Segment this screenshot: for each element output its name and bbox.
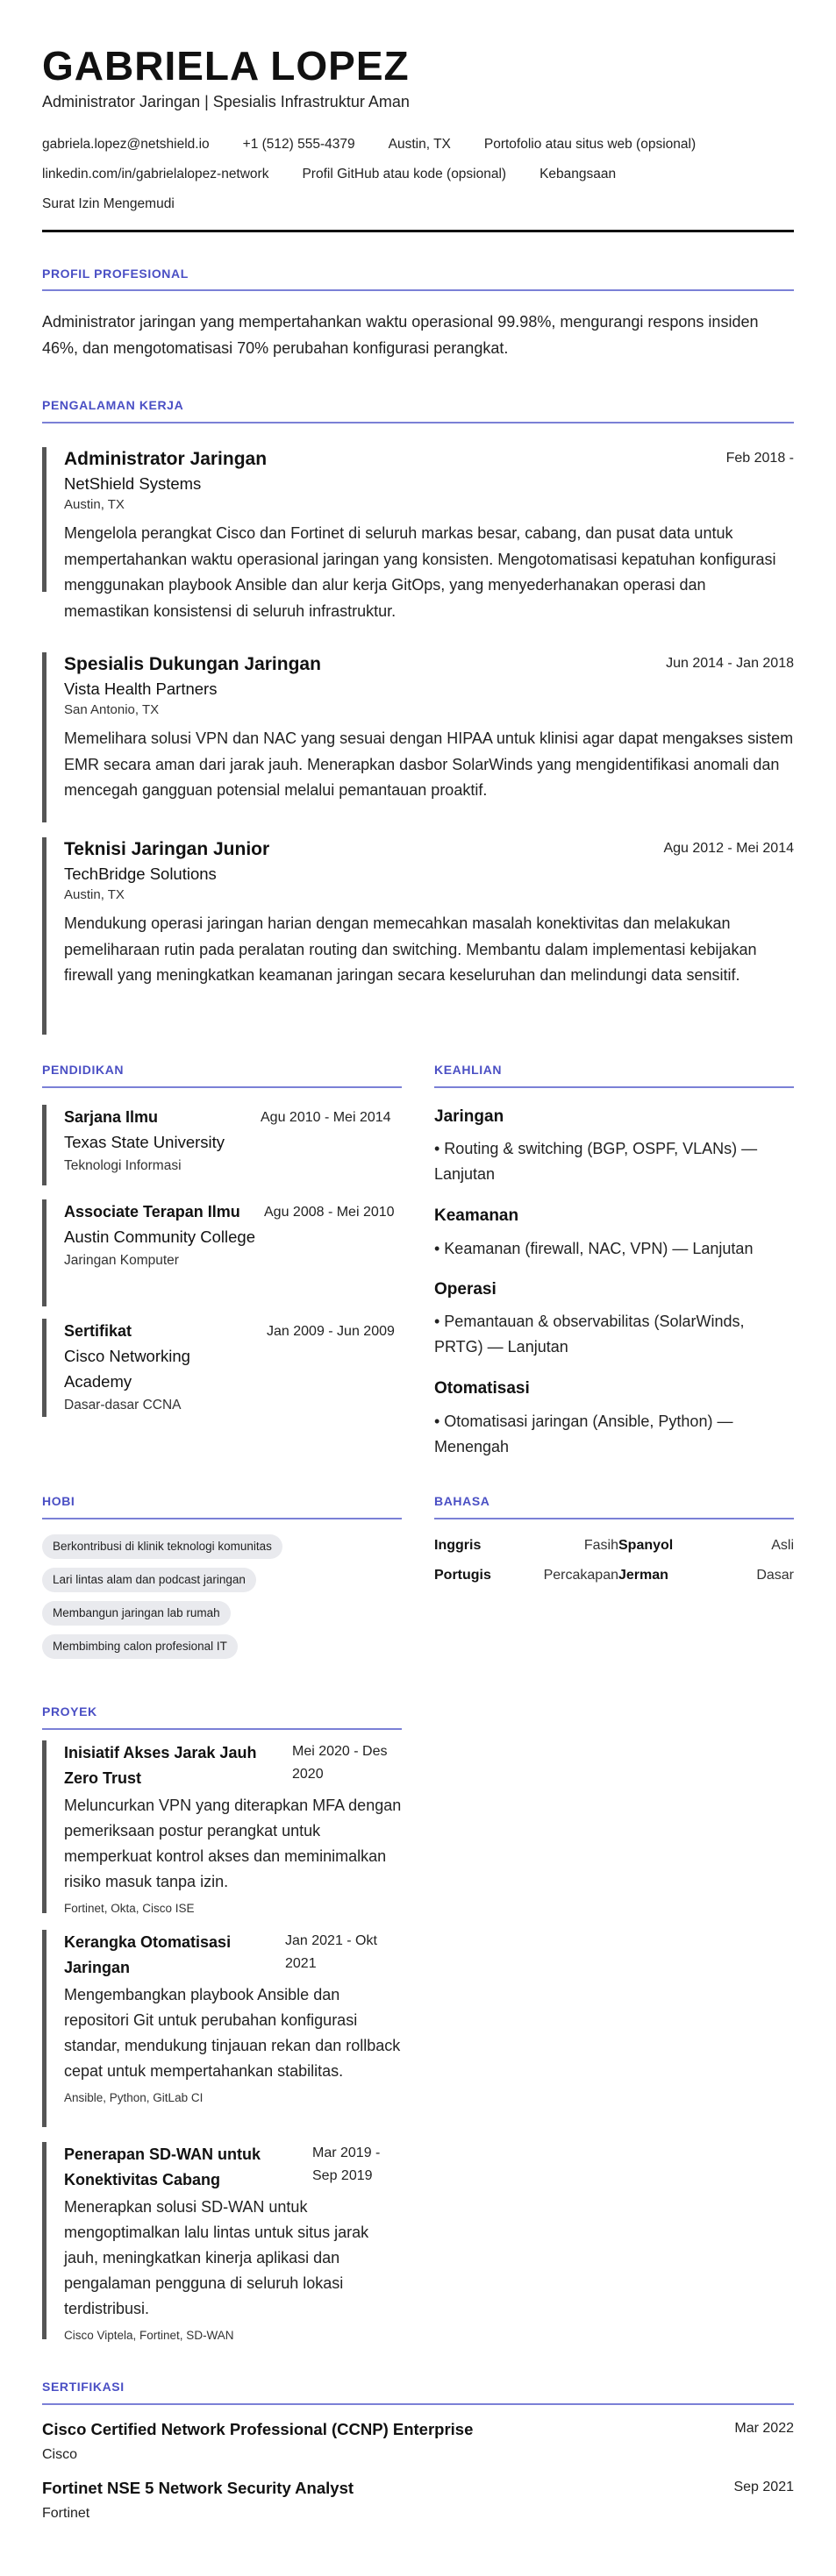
experience-item [42,652,794,822]
job-date: Agu 2012 - Mei 2014 [663,841,794,856]
section-rule [42,1728,402,1730]
project-item [42,1740,402,1913]
section-rule [42,1086,402,1088]
contact-nationality: Kebangsaan [539,167,617,181]
experience-item [42,837,794,1035]
language-level: Percakapan [543,1568,618,1583]
section-title-projects: PROYEK [42,1704,97,1719]
job-description: Memelihara solusi VPN dan NAC yang sesuai dengan HIPAA untuk klinisi agar dapat mengakses sistem EMR secara aman dari jarak jauh. Menerapkan dasbor SolarWinds yang mengidentifikasi anomali dan mencegah gangguan potensial melalui pemantauan proaktif. [64,729,794,799]
skill-category: Operasi [434,1280,497,1299]
education-date: Jan 2009 - Jun 2009 [267,1324,395,1339]
certification-issuer: Cisco [42,2447,78,2462]
education-date: Agu 2008 - Mei 2010 [264,1205,395,1220]
contact-location: Austin, TX [388,137,451,152]
job-date: Jun 2014 - Jan 2018 [666,656,794,671]
hobby-tag: Lari lintas alam dan podcast jaringan [42,1568,256,1592]
language-level: Asli [771,1538,794,1553]
education-field: Dasar-dasar CCNA [64,1398,182,1413]
section-title-certifications: SERTIFIKASI [42,2380,125,2394]
job-company: TechBridge Solutions [64,865,217,883]
section-title-education: PENDIDIKAN [42,1063,125,1077]
section-rule [42,1518,402,1519]
education-item [42,1105,402,1185]
language-level: Dasar [756,1568,794,1583]
education-item [42,1319,402,1417]
job-company: Vista Health Partners [64,680,218,698]
section-title-languages: BAHASA [434,1494,490,1508]
section-rule [434,1518,794,1519]
project-date: Mar 2019 - Sep 2019 [312,2145,381,2183]
candidate-headline: Administrator Jaringan | Spesialis Infrastruktur Aman [42,93,410,110]
project-date: Mei 2020 - Des 2020 [292,1744,388,1782]
section-title-skills: KEAHLIAN [434,1063,503,1077]
project-title: Inisiatif Akses Jarak Jauh Zero Trust [64,1744,257,1787]
language-name: Inggris [434,1538,482,1553]
language-name: Portugis [434,1568,491,1583]
skill-item: • Routing & switching (BGP, OSPF, VLANs) — Lanjutan [434,1140,758,1183]
hobby-tag: Membimbing calon profesional IT [42,1634,238,1659]
certification-date: Sep 2021 [733,2480,794,2494]
skill-category: Otomatisasi [434,1379,530,1398]
job-location: Austin, TX [64,887,125,902]
education-date: Agu 2010 - Mei 2014 [261,1110,391,1125]
section-rule [434,1086,794,1088]
contact-portfolio[interactable]: Portofolio atau situs web (opsional) [483,137,697,152]
education-degree: Sarjana Ilmu [64,1108,159,1126]
job-title: Teknisi Jaringan Junior [64,839,270,859]
contact-driving-license: Surat Izin Mengemudi [42,196,175,211]
education-school: Austin Community College [64,1228,255,1246]
section-rule [42,422,794,423]
section-rule [42,289,794,291]
language-name: Spanyol [618,1538,674,1553]
skill-item: • Keamanan (firewall, NAC, VPN) — Lanjutan [434,1240,754,1257]
certification-name: Cisco Certified Network Professional (CCNP) Enterprise [42,2420,474,2438]
skill-category: Keamanan [434,1206,519,1225]
job-description: Mengelola perangkat Cisco dan Fortinet di seluruh markas besar, cabang, dan pusat data untuk mempertahankan waktu operasional jaringan yang konsisten. Mengotomatisasi kepatuhan konfigurasi menggunakan playbook Ansible dan alur kerja GitOps, yang menyederhanakan operasi dan memastikan konsistensi di seluruh infrastruktur. [64,524,776,620]
contact-github[interactable]: Profil GitHub atau kode (opsional) [302,167,507,181]
project-title: Penerapan SD-WAN untuk Konektivitas Cabang [64,2145,261,2188]
skill-item: • Otomatisasi jaringan (Ansible, Python) — Menengah [434,1413,733,1455]
education-school: Texas State University [64,1133,225,1151]
education-item [42,1199,402,1306]
project-tech: Fortinet, Okta, Cisco ISE [64,1902,195,1915]
project-date: Jan 2021 - Okt 2021 [285,1933,377,1971]
certification-name: Fortinet NSE 5 Network Security Analyst [42,2479,354,2497]
project-description: Mengembangkan playbook Ansible dan repositori Git untuk perubahan konfigurasi standar, mendukung tinjauan rekan dan rollback cepat untuk mempertahankan stabilitas. [64,1986,401,2080]
job-title: Administrator Jaringan [64,449,268,469]
job-company: NetShield Systems [64,474,202,493]
project-tech: Cisco Viptela, Fortinet, SD-WAN [64,2329,234,2342]
job-title: Spesialis Dukungan Jaringan [64,654,321,674]
candidate-name: GABRIELA LOPEZ [42,43,410,89]
education-field: Teknologi Informasi [64,1158,182,1173]
skill-item: • Pemantauan & observabilitas (SolarWinds, PRTG) — Lanjutan [434,1313,745,1356]
project-description: Menerapkan solusi SD-WAN untuk mengoptimalkan lalu lintas untuk situs jarak jauh, meningkatkan kinerja aplikasi dan pengalaman pengguna di seluruh lokasi terdistribusi. [64,2198,369,2317]
job-description: Mendukung operasi jaringan harian dengan memecahkan masalah konektivitas dan melakukan pemeliharaan rutin pada peralatan routing dan switching. Membantu dalam implementasi kebijakan firewall yang meningkatkan keamanan jaringan secara keseluruhan dan melindungi data sensitif. [64,914,757,984]
language-name: Jerman [618,1568,668,1583]
section-rule [42,2403,794,2405]
education-degree: Sertifikat [64,1322,132,1340]
education-degree: Associate Terapan Ilmu [64,1203,240,1220]
contact-linkedin[interactable]: linkedin.com/in/gabrielalopez-network [42,167,269,181]
education-field: Jaringan Komputer [64,1253,179,1268]
contact-phone[interactable]: +1 (512) 555-4379 [242,137,355,152]
contact-list [42,130,794,219]
job-location: Austin, TX [64,497,125,512]
hobby-tag: Berkontribusi di klinik teknologi komunitas [42,1534,282,1559]
section-title-summary: PROFIL PROFESIONAL [42,267,189,281]
project-item [42,2142,402,2342]
certification-issuer: Fortinet [42,2506,90,2521]
skill-category: Jaringan [434,1107,504,1126]
contact-email[interactable]: gabriela.lopez@netshield.io [42,137,210,152]
project-description: Meluncurkan VPN yang diterapkan MFA dengan pemeriksaan postur perangkat untuk memperkuat kontrol akses dan meminimalkan risiko masuk tanpa izin. [64,1797,402,1890]
project-tech: Ansible, Python, GitLab CI [64,2091,204,2104]
hobby-tag: Membangun jaringan lab rumah [42,1601,231,1626]
project-title: Kerangka Otomatisasi Jaringan [64,1933,232,1976]
header-divider [42,230,794,232]
education-school: Cisco Networking Academy [64,1347,190,1391]
section-title-experience: PENGALAMAN KERJA [42,398,184,412]
section-title-hobbies: HOBI [42,1494,75,1508]
experience-item [42,447,794,620]
job-location: San Antonio, TX [64,702,160,717]
job-date: Feb 2018 - [725,451,794,466]
summary-text: Administrator jaringan yang mempertahankan waktu operasional 99.98%, mengurangi respons insiden 46%, dan mengotomatisasi 70% perubahan konfigurasi perangkat. [42,313,759,357]
certification-date: Mar 2022 [734,2421,794,2436]
language-level: Fasih [583,1538,618,1553]
project-item [42,1930,402,2127]
